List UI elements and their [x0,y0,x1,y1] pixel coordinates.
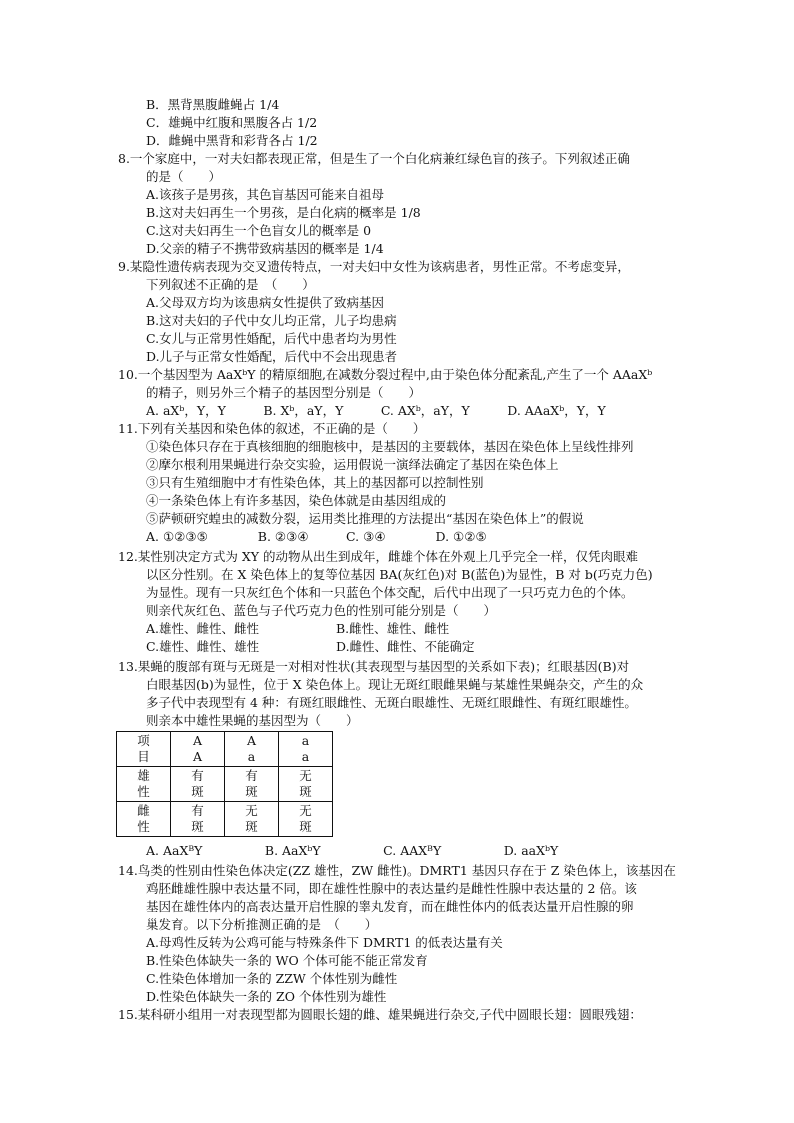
q8-option-c: C.这对夫妇再生一个色盲女儿的概率是 0 [146,223,372,238]
q12-stem-line1: 12.某性别决定方式为 XY 的动物从出生到成年，雌雄个体在外观上几乎完全一样，仅凭肉眼难 [118,549,638,564]
table-header-aa: a a [279,732,333,767]
q14-option-d: D.性染色体缺失一条的 ZO 个体性别为雄性 [146,989,387,1004]
q11-statement-1: ①染色体只存在于真核细胞的细胞核中，是基因的主要载体，基因在染色体上呈线性排列 [146,439,634,454]
q13-options: A. AaXᴮY B. AaXᵇY C. AAXᴮY D. aaXᵇY [146,843,559,858]
q10-stem-line1: 10.一个基因型为 AaXᵇY 的精原细胞,在减数分裂过程中,由于染色体分配紊乱,产生了一个 AAaXᵇ [118,367,653,382]
q13-stem-line2: 白眼基因(b)为显性，位于 X 染色体上。现让无斑红眼雌果蝇与某雄性果蝇杂交，产生的众 [146,677,644,692]
q14-stem-line1: 14.鸟类的性别由性染色体决定(ZZ 雄性，ZW 雌性)。DMRT1 基因只存在于 Z 染色体上，该基因在 [118,863,676,878]
table-header-Aa: A a [225,732,279,767]
q14-stem-line4: 巢发育。以下分析推测正确的是 （ ） [146,917,378,932]
q9-stem-line1: 9.某隐性遗传病表现为交叉遗传特点，一对夫妇中女性为该病患者，男性正常。不考虑变异， [118,259,630,274]
q11-statement-2: ②摩尔根利用果蝇进行杂交实验，运用假说一演绎法确定了基因在染色体上 [146,457,559,472]
q14-option-a: A.母鸡性反转为公鸡可能与特殊条件下 DMRT1 的低表达量有关 [146,935,503,950]
table-header-item: 项 目 [117,732,171,767]
table-row [117,732,333,767]
q12-option-c: C.雄性、雌性、雄性 [146,639,260,654]
q10-stem-line2: 的精子，则另外三个精子的基因型分别是（ ） [146,385,422,400]
q9-option-d: D.儿子与正常女性婚配，后代中不会出现患者 [146,349,398,364]
q12-option-b: B.雌性、雄性、雌性 [336,621,450,636]
q12-stem-line3: 为显性。现有一只灰红色个体和一只蓝色个体交配，后代中出现了一只巧克力色的个体。 [146,585,634,600]
q9-stem-line2: 下列叙述不正确的是 （ ） [146,277,315,292]
table-cell: 有 斑 [225,767,279,802]
q11-statement-4: ④一条染色体上有许多基因，染色体就是由基因组成的 [146,493,447,508]
q14-option-b: B.性染色体缺失一条的 WO 个体可能不能正常发育 [146,953,428,968]
q12-option-d: D.雌性、雌性、不能确定 [336,639,475,654]
table-cell: 无 斑 [279,767,333,802]
q9-option-c: C.女儿与正常男性婚配，后代中患者均为男性 [146,331,397,346]
q7-option-b: B．黑背黑腹雌蝇占 1/4 [146,97,280,112]
q8-option-a: A.该孩子是男孩，其色盲基因可能来自祖母 [146,187,385,202]
q14-stem-line2: 鸡胚雌雄性腺中表达量不同，即在雄性性腺中的表达量约是雌性性腺中表达量的 2 倍。该 [146,881,637,896]
q12-option-a: A.雄性、雌性、雌性 [146,621,260,636]
q11-statement-5: ⑤萨顿研究蝗虫的减数分裂，运用类比推理的方法提出“基因在染色体上”的假说 [146,511,584,526]
q13-stem-line1: 13.果蝇的腹部有斑与无斑是一对相对性状(其表现型与基因型的关系如下表)；红眼基因(B)对 [118,659,630,674]
q7-option-d: D．雌蝇中黑背和彩背各占 1/2 [146,133,318,148]
table-row-label-female: 雌 性 [117,802,171,837]
q7-option-c: C．雄蝇中红腹和黑腹各占 1/2 [146,115,318,130]
table-cell: 无 斑 [279,802,333,837]
q10-options: A. aXᵇ，Y，Y B. Xᵇ，aY，Y C. AXᵇ，aY，Y D. AAaXᵇ，Y，Y [146,403,606,418]
table-row [117,767,333,802]
q8-option-b: B.这对夫妇再生一个男孩，是白化病的概率是 1/8 [146,205,421,220]
table-row [117,802,333,837]
table-header-AA: A A [171,732,225,767]
q8-option-d: D.父亲的精子不携带致病基因的概率是 1/4 [146,241,384,256]
q8-stem-line1: 8.一个家庭中，一对夫妇都表现正常，但是生了一个白化病兼红绿色盲的孩子。下列叙述正确 [118,151,630,166]
table-row-label-male: 雄 性 [117,767,171,802]
q11-stem: 11.下列有关基因和染色体的叙述，不正确的是（ ） [118,421,426,436]
q8-stem-line2: 的是（ ） [146,169,222,184]
q11-options: A. ①②③⑤ B. ②③④ C. ③④ D. ①②⑤ [146,529,487,544]
q11-statement-3: ③只有生殖细胞中才有性染色体，其上的基因都可以控制性别 [146,475,484,490]
table-cell: 有 斑 [171,767,225,802]
q15-stem-line1: 15.某科研小组用一对表现型都为圆眼长翅的雌、雄果蝇进行杂交,子代中圆眼长翅：圆眼残翅： [118,1007,642,1022]
q13-stem-line3: 多子代中表现型有 4 种：有斑红眼雌性、无斑白眼雄性、无斑红眼雌性、有斑红眼雄性。 [146,695,637,710]
table-cell: 无 斑 [225,802,279,837]
q12-stem-line2: 以区分性别。在 X 染色体上的复等位基因 BA(灰红色)对 B(蓝色)为显性，B 对 b(巧克力色) [146,567,653,582]
q12-stem-line4: 则亲代灰红色、蓝色与子代巧克力色的性别可能分别是（ ） [146,603,497,618]
q14-option-c: C.性染色体增加一条的 ZZW 个体性别为雌性 [146,971,398,986]
table-cell: 有 斑 [171,802,225,837]
q9-option-a: A.父母双方均为该患病女性提供了致病基因 [146,295,385,310]
q9-option-b: B.这对夫妇的子代中女儿均正常，儿子均患病 [146,313,397,328]
q14-stem-line3: 基因在雄性体内的高表达量开启性腺的睾丸发育，而在雌性体内的低表达量开启性腺的卵 [146,899,634,914]
q13-stem-line4: 则亲本中雄性果蝇的基因型为（ ） [146,713,359,728]
q13-genotype-table [116,731,333,837]
